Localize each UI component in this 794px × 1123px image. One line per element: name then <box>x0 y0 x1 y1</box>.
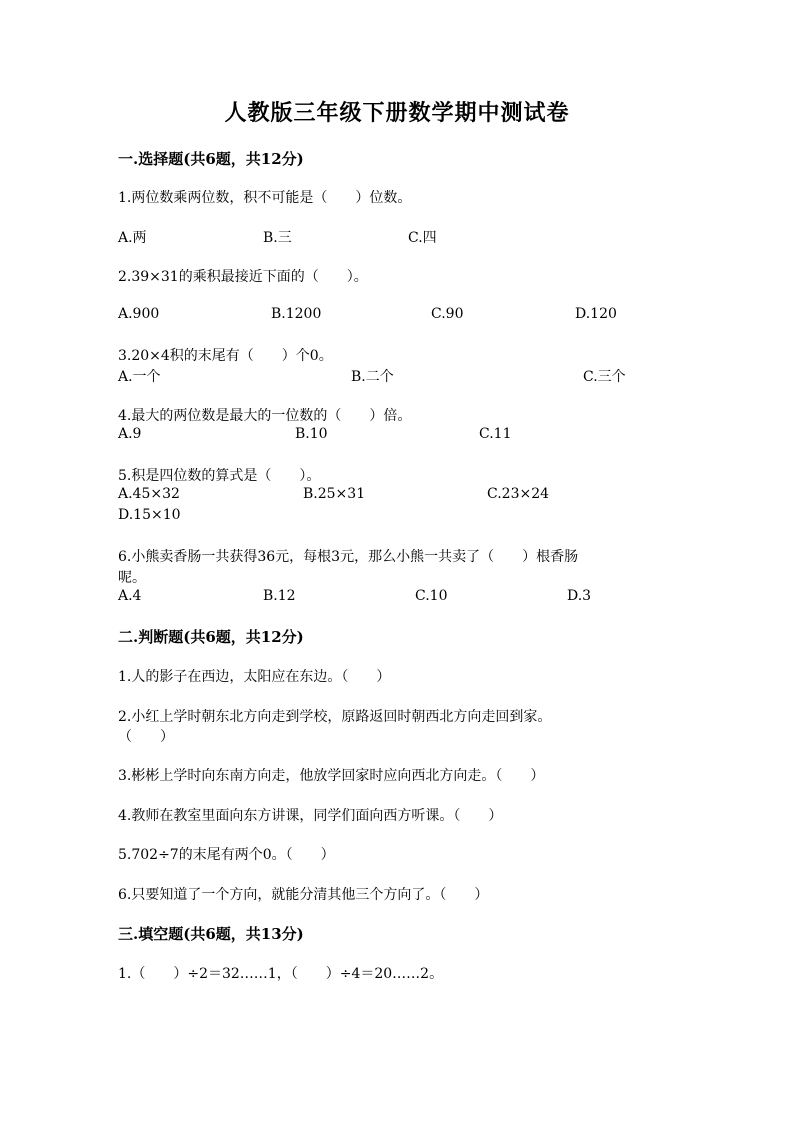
option: C.23×24 <box>487 486 550 502</box>
option: A.一个 <box>118 369 161 385</box>
question-body: 只要知道了一个方向，就能分清其他三个方向了。（ ） <box>131 887 489 903</box>
question-number: 2. <box>118 269 132 285</box>
question-body: 两位数乘两位数，积不可能是（ ）位数。 <box>131 190 412 206</box>
question-number: 1. <box>118 190 132 206</box>
question-text <box>118 405 411 425</box>
question-text-continued: 呢。 <box>118 570 146 586</box>
question-body: 20×4积的末尾有（ ）个0。 <box>131 348 333 364</box>
option: D.120 <box>575 306 617 322</box>
option: C.四 <box>408 230 437 246</box>
question-text <box>118 266 368 286</box>
question-text <box>118 187 411 207</box>
question-text <box>118 706 551 726</box>
question-text <box>118 884 488 904</box>
question-body: 702÷7的末尾有两个0。（ ） <box>131 847 335 863</box>
question-body: 39×31的乘积最接近下面的（ ）。 <box>131 269 368 285</box>
question-text <box>118 844 335 864</box>
section-heading-choice: 一.选择题(共6题，共12分) <box>118 150 304 168</box>
question-text <box>118 345 333 365</box>
question-text <box>118 805 502 825</box>
question-body: 教师在教室里面向东方讲课，同学们面向西方听课。（ ） <box>131 808 503 824</box>
section-heading-fill-blank: 三.填空题(共6题，共13分) <box>118 925 304 943</box>
option: C.11 <box>479 426 512 442</box>
option: A.900 <box>118 306 160 322</box>
question-number: 5. <box>118 847 132 863</box>
question-body: 积是四位数的算式是（ ）。 <box>131 468 321 484</box>
option: B.1200 <box>271 306 322 322</box>
option: A.9 <box>118 426 142 442</box>
section-heading-judgement: 二.判断题(共6题，共12分) <box>118 628 304 646</box>
question-body: 人的影子在西边，太阳应在东边。（ ） <box>131 669 391 685</box>
question-number: 2. <box>118 709 132 725</box>
question-number: 6. <box>118 549 132 565</box>
option: C.三个 <box>583 369 626 385</box>
question-number: 1. <box>118 966 132 982</box>
question-number: 3. <box>118 348 132 364</box>
question-text <box>118 666 390 686</box>
option: B.12 <box>263 588 296 604</box>
question-body: 小红上学时朝东北方向走到学校，原路返回时朝西北方向走回到家。 <box>131 709 552 725</box>
option: C.90 <box>431 306 464 322</box>
option: D.15×10 <box>118 507 181 523</box>
option: A.两 <box>118 230 147 246</box>
option: A.4 <box>118 588 142 604</box>
question-text-continued: （ ） <box>118 729 174 745</box>
question-number: 6. <box>118 887 132 903</box>
option: B.25×31 <box>303 486 366 502</box>
question-body: 最大的两位数是最大的一位数的（ ）倍。 <box>131 408 412 424</box>
question-text <box>118 546 578 566</box>
question-number: 3. <box>118 768 132 784</box>
question-number: 1. <box>118 669 132 685</box>
question-text <box>118 465 320 485</box>
option: D.3 <box>567 588 592 604</box>
question-text <box>118 765 544 785</box>
option: B.二个 <box>351 369 394 385</box>
question-number: 4. <box>118 408 132 424</box>
question-body: （ ）÷2＝32……1，（ ）÷4＝20……2。 <box>131 966 444 982</box>
option: B.10 <box>295 426 328 442</box>
question-body: 小熊卖香肠一共获得36元，每根3元，那么小熊一共卖了（ ）根香肠 <box>131 549 579 565</box>
question-number: 5. <box>118 468 132 484</box>
option: B.三 <box>263 230 292 246</box>
page-title: 人教版三年级下册数学期中测试卷 <box>224 100 570 126</box>
option: A.45×32 <box>118 486 180 502</box>
question-number: 4. <box>118 808 132 824</box>
question-text <box>118 963 443 983</box>
option: C.10 <box>415 588 448 604</box>
question-body: 彬彬上学时向东南方向走，他放学回家时应向西北方向走。（ ） <box>131 768 545 784</box>
